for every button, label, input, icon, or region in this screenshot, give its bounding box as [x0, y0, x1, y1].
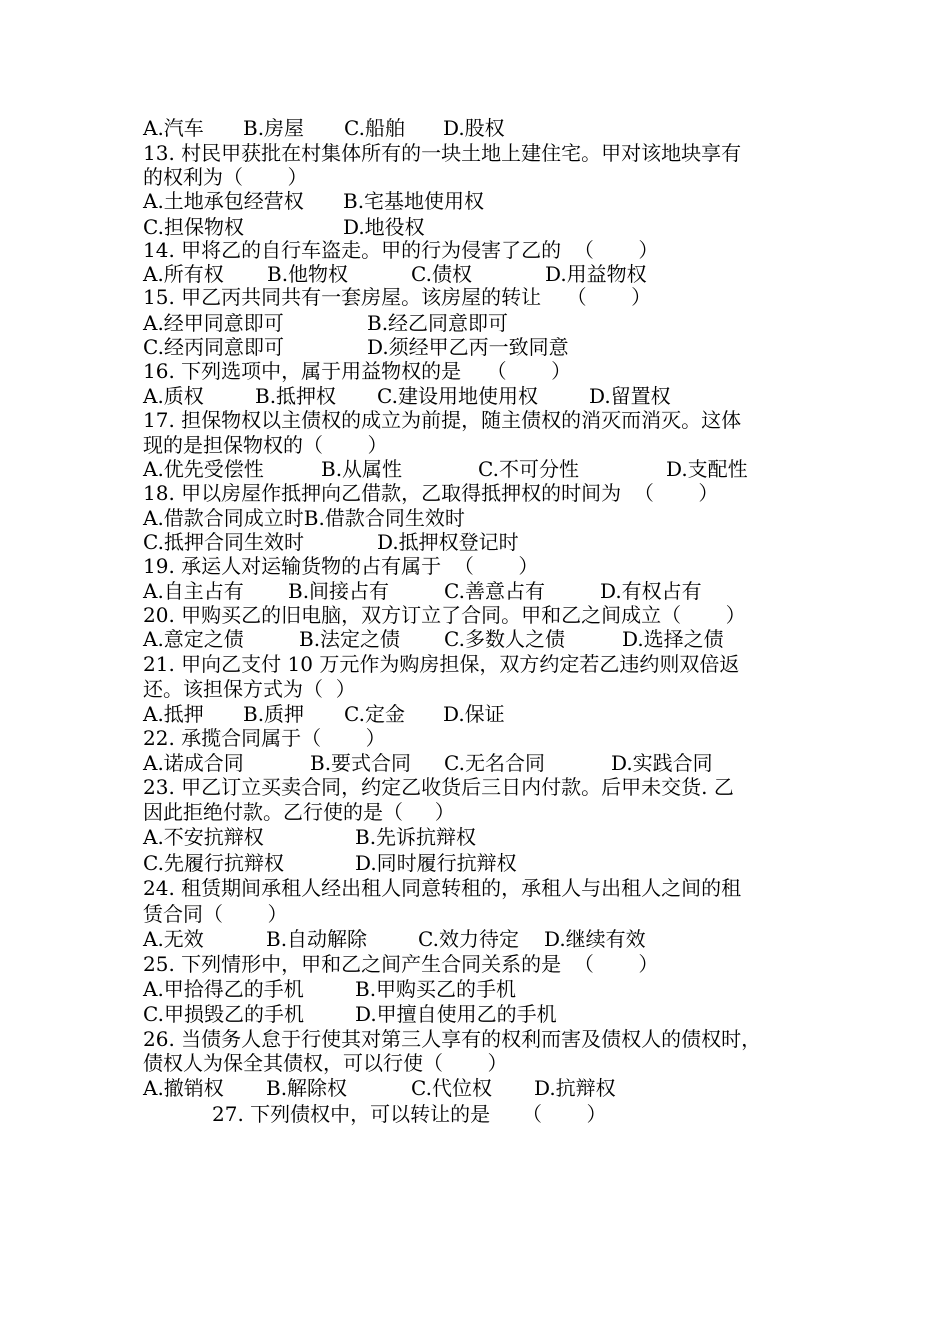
- option-text: D.地役权: [343, 215, 425, 239]
- option-text: A.抵押: [143, 702, 204, 726]
- option-text: C.无名合同: [444, 751, 545, 775]
- option-text: D.甲擅自使用乙的手机: [355, 1002, 557, 1026]
- option-text: A.质权: [143, 384, 204, 408]
- question-text: 17. 担保物权以主债权的成立为前提，随主债权的消灭而消灭。这体: [143, 408, 742, 432]
- question-text: 19. 承运人对运输货物的占有属于 （ ）: [143, 554, 539, 578]
- option-text: C.代位权: [411, 1076, 492, 1100]
- option-text: B.要式合同: [310, 751, 412, 775]
- option-text: A.甲拾得乙的手机: [143, 977, 304, 1001]
- option-text: D.继续有效: [544, 927, 646, 951]
- option-text: A.经甲同意即可: [143, 311, 284, 335]
- option-text: A.自主占有: [143, 579, 244, 603]
- question-text: 的权利为（ ）: [143, 165, 308, 189]
- question-text: 现的是担保物权的（ ）: [143, 433, 388, 457]
- option-text: B.抵押权: [255, 384, 337, 408]
- option-text: A.不安抗辩权: [143, 825, 264, 849]
- question-text: 21. 甲向乙支付 10 万元作为购房担保，双方约定若乙违约则双倍返: [143, 652, 740, 676]
- option-text: C.善意占有: [444, 579, 545, 603]
- question-text: 14. 甲将乙的自行车盗走。甲的行为侵害了乙的 （ ）: [143, 238, 659, 262]
- option-text: C.定金: [344, 702, 405, 726]
- option-text: D.留置权: [589, 384, 671, 408]
- option-text: C.抵押合同生效时: [143, 530, 304, 554]
- question-text: 18. 甲以房屋作抵押向乙借款，乙取得抵押权的时间为 （ ）: [143, 481, 719, 505]
- option-text: C.船舶: [344, 116, 405, 140]
- option-text: D.有权占有: [600, 579, 702, 603]
- option-text: C.先履行抗辩权: [143, 851, 284, 875]
- option-text: A.所有权: [143, 262, 224, 286]
- option-text: D.支配性: [666, 457, 748, 481]
- option-text: B.经乙同意即可: [367, 311, 509, 335]
- option-text: B.房屋: [243, 116, 305, 140]
- option-text: A.优先受偿性: [143, 457, 264, 481]
- option-text: D.同时履行抗辩权: [355, 851, 517, 875]
- option-text: D.抵押权登记时: [377, 530, 519, 554]
- option-text: A.无效: [143, 927, 204, 951]
- option-text: B.从属性: [321, 457, 403, 481]
- option-text: A.汽车: [143, 116, 204, 140]
- option-text: B.法定之债: [299, 627, 401, 651]
- option-text: C.债权: [411, 262, 472, 286]
- question-text: 13. 村民甲获批在村集体所有的一块土地上建住宅。甲对该地块享有: [143, 141, 742, 165]
- question-text: 25. 下列情形中，甲和乙之间产生合同关系的是 （ ）: [143, 952, 659, 976]
- question-text: 16. 下列选项中，属于用益物权的是 （ ）: [143, 359, 572, 383]
- question-text: 22. 承揽合同属于（ ）: [143, 726, 386, 750]
- question-text: 还。该担保方式为（ ）: [143, 677, 356, 701]
- question-text: 20. 甲购买乙的旧电脑，双方订立了合同。甲和乙之间成立（ ）: [143, 603, 746, 627]
- option-text: B.先诉抗辩权: [355, 825, 477, 849]
- option-text: D.抗辩权: [534, 1076, 616, 1100]
- option-text: C.担保物权: [143, 215, 244, 239]
- option-text: B.他物权: [267, 262, 349, 286]
- question-text: 27. 下列债权中，可以转让的是 （ ）: [212, 1102, 607, 1126]
- option-text: A.撤销权: [143, 1076, 224, 1100]
- option-text: B.解除权: [266, 1076, 348, 1100]
- option-text: B.宅基地使用权: [343, 189, 485, 213]
- question-text: 23. 甲乙订立买卖合同，约定乙收货后三日内付款。后甲未交货. 乙: [143, 775, 734, 799]
- option-text: A.土地承包经营权: [143, 189, 304, 213]
- option-text: C.甲损毁乙的手机: [143, 1002, 304, 1026]
- question-text: 15. 甲乙丙共同共有一套房屋。该房屋的转让 （ ）: [143, 285, 652, 309]
- question-text: 赁合同（ ）: [143, 902, 288, 926]
- option-text: C.不可分性: [478, 457, 579, 481]
- option-text: B.甲购买乙的手机: [355, 977, 517, 1001]
- option-text: C.经丙同意即可: [143, 335, 284, 359]
- option-text: A.意定之债: [143, 627, 244, 651]
- option-text: C.建设用地使用权: [377, 384, 538, 408]
- question-text: 因此拒绝付款。乙行使的是（ ）: [143, 800, 455, 824]
- option-text: D.须经甲乙丙一致同意: [367, 335, 569, 359]
- option-text: D.保证: [443, 702, 505, 726]
- question-text: 债权人为保全其债权，可以行使（ ）: [143, 1051, 508, 1075]
- option-text: B.自动解除: [266, 927, 368, 951]
- option-text: D.实践合同: [611, 751, 713, 775]
- option-text: D.用益物权: [545, 262, 647, 286]
- question-text: 24. 租赁期间承租人经出租人同意转租的，承租人与出租人之间的租: [143, 876, 742, 900]
- option-text: A.借款合同成立时B.借款合同生效时: [143, 506, 465, 530]
- option-text: A.诺成合同: [143, 751, 244, 775]
- question-text: 26. 当债务人怠于行使其对第三人享有的权利而害及债权人的债权时，: [143, 1027, 762, 1051]
- option-text: B.质押: [243, 702, 305, 726]
- option-text: C.多数人之债: [444, 627, 565, 651]
- option-text: D.选择之债: [622, 627, 724, 651]
- option-text: C.效力待定: [418, 927, 519, 951]
- option-text: B.间接占有: [288, 579, 390, 603]
- option-text: D.股权: [443, 116, 505, 140]
